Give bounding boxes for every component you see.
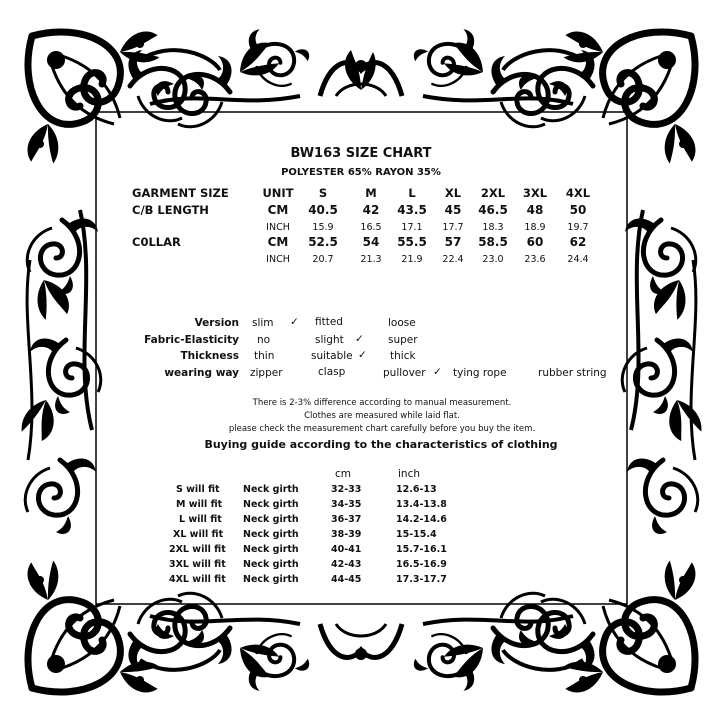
- guide-measure: Neck girth: [243, 484, 299, 495]
- guide-cm: 34-35: [331, 499, 362, 510]
- note-line: There is 2-3% difference according to manual measurement.: [252, 398, 512, 408]
- check-icon: ✓: [355, 333, 364, 345]
- feature-version-label: Version: [194, 317, 239, 329]
- header-size-3xl: 3XL: [522, 186, 548, 200]
- guide-measure: Neck girth: [243, 559, 299, 570]
- cell-value: 21.9: [401, 254, 423, 265]
- cell-value: 24.4: [567, 254, 589, 265]
- feature-option: clasp: [318, 366, 346, 378]
- guide-measure: Neck girth: [243, 529, 299, 540]
- header-unit: UNIT: [262, 186, 294, 200]
- chart-title: BW163 SIZE CHART: [290, 146, 432, 161]
- cell-value: 60: [526, 235, 544, 249]
- guide-inch: 16.5-16.9: [396, 559, 447, 570]
- guide-size: S will fit: [176, 484, 220, 495]
- feature-option: suitable: [311, 350, 353, 362]
- unit-cm: CM: [267, 203, 289, 217]
- feature-option: thick: [390, 350, 416, 362]
- guide-cm: 32-33: [331, 484, 362, 495]
- guide-col-inch: inch: [398, 468, 420, 480]
- unit-inch: INCH: [266, 222, 290, 233]
- cell-value: 46.5: [478, 203, 508, 217]
- feature-option: no: [257, 334, 271, 346]
- cell-value: 23.6: [524, 254, 546, 265]
- cell-value: 17.1: [401, 222, 423, 233]
- header-size-s: S: [318, 186, 328, 200]
- cell-value: 50: [569, 203, 587, 217]
- cell-value: 18.9: [524, 222, 546, 233]
- cell-value: 40.5: [308, 203, 338, 217]
- feature-option: pullover: [383, 367, 426, 379]
- guide-cm: 36-37: [331, 514, 362, 525]
- feature-thickness-label: Thickness: [180, 350, 239, 362]
- cell-value: 55.5: [397, 235, 427, 249]
- guide-size: L will fit: [179, 514, 222, 525]
- cell-value: 15.9: [312, 222, 334, 233]
- cell-value: 20.7: [312, 254, 334, 265]
- cell-value: 48: [526, 203, 544, 217]
- feature-option: zipper: [250, 367, 283, 379]
- cell-value: 43.5: [397, 203, 427, 217]
- cell-value: 42: [362, 203, 380, 217]
- guide-cm: 38-39: [331, 529, 362, 540]
- guide-measure: Neck girth: [243, 544, 299, 555]
- feature-option: rubber string: [538, 367, 607, 379]
- cell-value: 17.7: [442, 222, 464, 233]
- header-garment-size: GARMENT SIZE: [132, 186, 229, 200]
- guide-inch: 15-15.4: [396, 529, 437, 540]
- feature-option: slight: [315, 334, 344, 346]
- cell-value: 23.0: [482, 254, 504, 265]
- guide-inch: 14.2-14.6: [396, 514, 447, 525]
- feature-option: super: [388, 334, 418, 346]
- cell-value: 45: [444, 203, 462, 217]
- guide-measure: Neck girth: [243, 514, 299, 525]
- feature-option: fitted: [315, 316, 343, 328]
- check-icon: ✓: [433, 366, 442, 378]
- header-size-xl: XL: [444, 186, 462, 200]
- row-label-cb-length: C/B LENGTH: [132, 203, 209, 217]
- guide-col-cm: cm: [335, 468, 352, 480]
- cell-value: 22.4: [442, 254, 464, 265]
- unit-cm: CM: [267, 235, 289, 249]
- cell-value: 19.7: [567, 222, 589, 233]
- cell-value: 18.3: [482, 222, 504, 233]
- guide-size: 3XL will fit: [169, 559, 226, 570]
- feature-option: slim: [252, 317, 274, 329]
- note-line: Clothes are measured while laid flat.: [304, 411, 460, 421]
- guide-measure: Neck girth: [243, 499, 299, 510]
- guide-inch: 15.7-16.1: [396, 544, 447, 555]
- check-icon: ✓: [358, 349, 367, 361]
- guide-cm: 44-45: [331, 574, 362, 585]
- guide-size: 4XL will fit: [169, 574, 226, 585]
- chart-subtitle: POLYESTER 65% RAYON 35%: [281, 167, 441, 178]
- guide-measure: Neck girth: [243, 574, 299, 585]
- cell-value: 54: [362, 235, 380, 249]
- cell-value: 57: [444, 235, 462, 249]
- guide-title: Buying guide according to the characteristics of clothing: [204, 438, 558, 451]
- guide-size: M will fit: [176, 499, 223, 510]
- feature-elasticity-label: Fabric-Elasticity: [144, 334, 239, 346]
- guide-cm: 40-41: [331, 544, 362, 555]
- header-size-m: M: [365, 186, 377, 200]
- header-size-2xl: 2XL: [480, 186, 506, 200]
- note-line: please check the measurement chart carefully before you buy the item.: [228, 424, 536, 434]
- header-size-4xl: 4XL: [565, 186, 591, 200]
- guide-size: 2XL will fit: [169, 544, 226, 555]
- cell-value: 52.5: [308, 235, 338, 249]
- guide-cm: 42-43: [331, 559, 362, 570]
- feature-wearing-label: wearing way: [164, 367, 239, 379]
- guide-size: XL will fit: [173, 529, 224, 540]
- cell-value: 16.5: [360, 222, 382, 233]
- guide-inch: 13.4-13.8: [396, 499, 447, 510]
- feature-option: loose: [388, 317, 416, 329]
- guide-inch: 17.3-17.7: [396, 574, 447, 585]
- feature-option: tying rope: [453, 367, 507, 379]
- check-icon: ✓: [290, 316, 299, 328]
- cell-value: 21.3: [360, 254, 382, 265]
- cell-value: 62: [569, 235, 587, 249]
- guide-inch: 12.6-13: [396, 484, 437, 495]
- row-label-collar: C0LLAR: [132, 235, 181, 249]
- unit-inch: INCH: [266, 254, 290, 265]
- feature-option: thin: [254, 350, 275, 362]
- cell-value: 58.5: [478, 235, 508, 249]
- header-size-l: L: [408, 186, 416, 200]
